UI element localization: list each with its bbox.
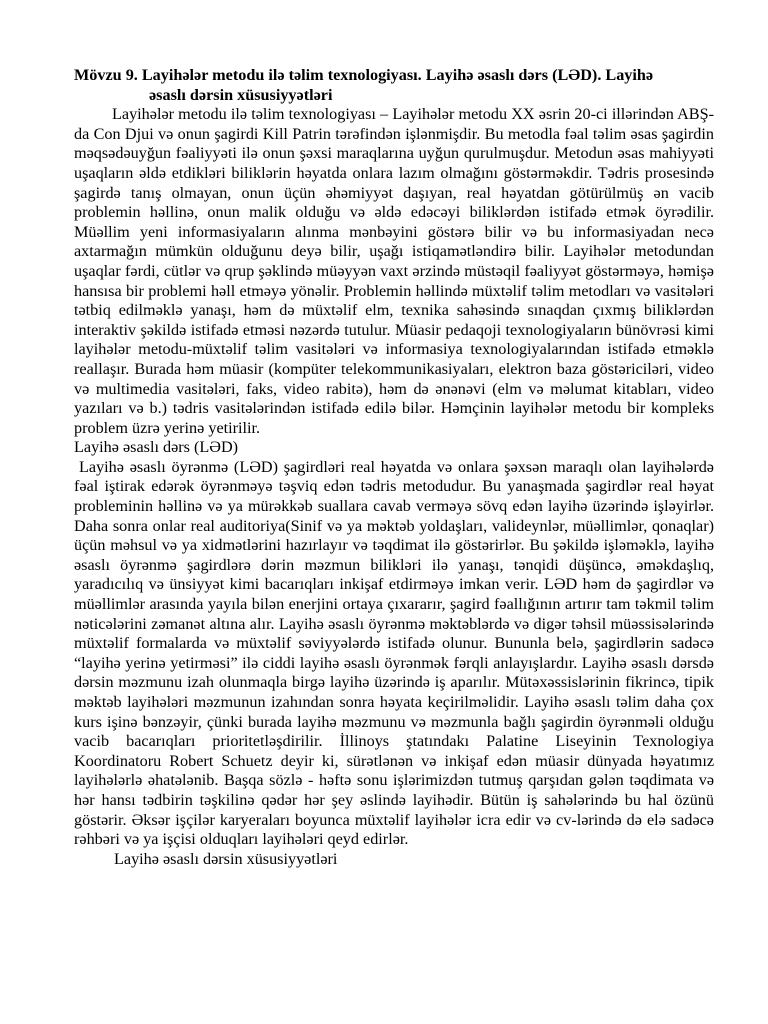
- document-heading: [74, 66, 714, 105]
- section-title: Layihə əsaslı dərs (LƏD): [74, 438, 239, 457]
- heading-main: Mövzu 9. Layihələr metodu ilə təlim texnologiyası. Layihə əsaslı dərs (LƏD). Layihə: [74, 66, 654, 84]
- heading-subtitle: əsaslı dərsin xüsusiyyətləri: [149, 85, 333, 104]
- paragraph-project-based-learning: Layihə əsaslı öyrənmə (LƏD) şagirdləri real həyatda və onlara şəxsən maraqlı olan layihələrdə fəal iştirak edərək öyrənməyə təşviq edən tədris metodudur. Bu yanaşmada şagirdlər real həyat probleminin həllinə və ya mürəkkəb suallara cavab verməyə sövq edən layihə üzərində işləyirlər. Daha sonra onlar real auditoriya(Sinif və ya məktəb yoldaşları, valideynlər, müəllimlər, qonaqlar) üçün məhsul və ya xidmətlərini hazırlayır və təqdimat ilə göstərirlər. Bu şəkildə işləməklə, layihə əsaslı öyrənmə şagirdlərə dərin məzmun bilikləri ilə yanaşı, tənqidi düşüncə, əməkdaşlıq, yaradıcılıq və ünsiyyət kimi bacarıqları inkişaf etdirməyə imkan verir. LƏD həm də şagirdlər və müəllimlər arasında yayıla bilən enerjini ortaya çıxararır, şagird fəallığının artırır tam təkmil təlim nəticələrini zəmanət altına alır. Layihə əsaslı öyrənmə məktəblərdə və digər təhsil müəssisələrində müxtəlif formalarda və müxtəlif səviyyələrdə istifadə olunur. Bununla belə, şagirdlərin sadəcə “layihə yerinə yetirməsi” ilə ciddi layihə əsaslı öyrənmək fərqli anlayışlardır. Layihə əsaslı dərsdə dərsin məzmunu izah olunmaqla birgə layihə üzərində iş aparılır. Mütəxəssislərinin fikrincə, tipik məktəb layihələri məzmunun izahından sonra həyata keçirilməlidir. Layihə əsaslı təlim daha çox kurs işinə bənzəyir, çünki burada layihə məzmunu və məzmunla bağlı şagirdin öyrənməli olduğu vacib bacarıqları prioritetləşdirilir. İllinoys ştatındakı Palatine Liseyinin Texnologiya Koordinatoru Robert Schuetz deyir ki, sürətlənən və inkişaf edən müasir dünyada həyatımız layihələrlə əhatələnib. Başqa sözlə - həftə sonu işlərimizdən tutmuş qarşıdan gələn təqdimata və hər hansı tədbirin təşkilinə qədər hər şey əslində layihədir. Bütün iş sahələrində bu hal özünü göstərir. Əksər işçilər karyeraları boyunca müxtəlif layihələr icra edir və cv-lərində də elə sadəcə rəhbəri və ya işçisi olduqları layihələri qeyd edirlər.: [74, 457, 714, 849]
- document-page: [74, 66, 714, 869]
- closing-title: Layihə əsaslı dərsin xüsusiyyətləri: [114, 849, 338, 868]
- paragraph-project-method: Layihələr metodu ilə təlim texnologiyası – Layihələr metodu XX əsrin 20-ci illərindən ABŞ-da Con Djui və onun şagirdi Kill Patrin tərəfindən işlənmişdir. Bu metodla fəal təlim əsas şagirdin məqsədəuyğun fəaliyyəti ilə onun şəxsi maraqlarına uyğun qurulmuşdur. Metodun əsas mahiyyəti uşaqların əldə etdikləri biliklərin həyatda onlara lazım olmağını göstərməkdir. Tədris prosesində şagirdə tanış olmayan, onun üçün əhəmiyyət daşıyan, real həyatdan götürülmüş ən vacib problemin həllinə, onun malik olduğu və əldə edəcəyi biliklərdən istifadə etmək öyrədilir. Müəllim yeni informasiyaların alınma mənbəyini göstərə bilir və bu informasiyadan necə axtarmağın mümkün olduğunu deyə bilir, uşağı istiqamətləndirə bilir. Layihələr metodundan uşaqlar fərdi, cütlər və qrup şəklində müəyyən vaxt ərzində müstəqil fəaliyyət göstərməyə, həmişə hansısa bir problemi həll etməyə yönəlir. Problemin həllində müxtəlif təlim metodları və vasitələri tətbiq edilməklə yanaşı, həm də müxtəlif elm, texnika sahəsində sınaqdan çıxmış biliklərdən interaktiv şəkildə istifadə etməsi nəzərdə tutulur. Müasir pedaqoji texnologiyaların bünövrəsi kimi layihələr metodu-müxtəlif təlim vasitələri və informasiya texnologiyalarından istifadə etməklə reallaşır. Burada həm müasir (kompüter telekommunikasiyaları, elektron baza göstəriciləri, video və multimedia vasitələri, faks, video rabitə), həm də ənənəvi (elm və məlumat kitabları, video yazıları və b.) tədris vasitələrindən istifadə edilə bilər. Həmçinin layihələr metodu bir kompleks problem üzrə yerinə yetirilir.: [74, 105, 714, 437]
